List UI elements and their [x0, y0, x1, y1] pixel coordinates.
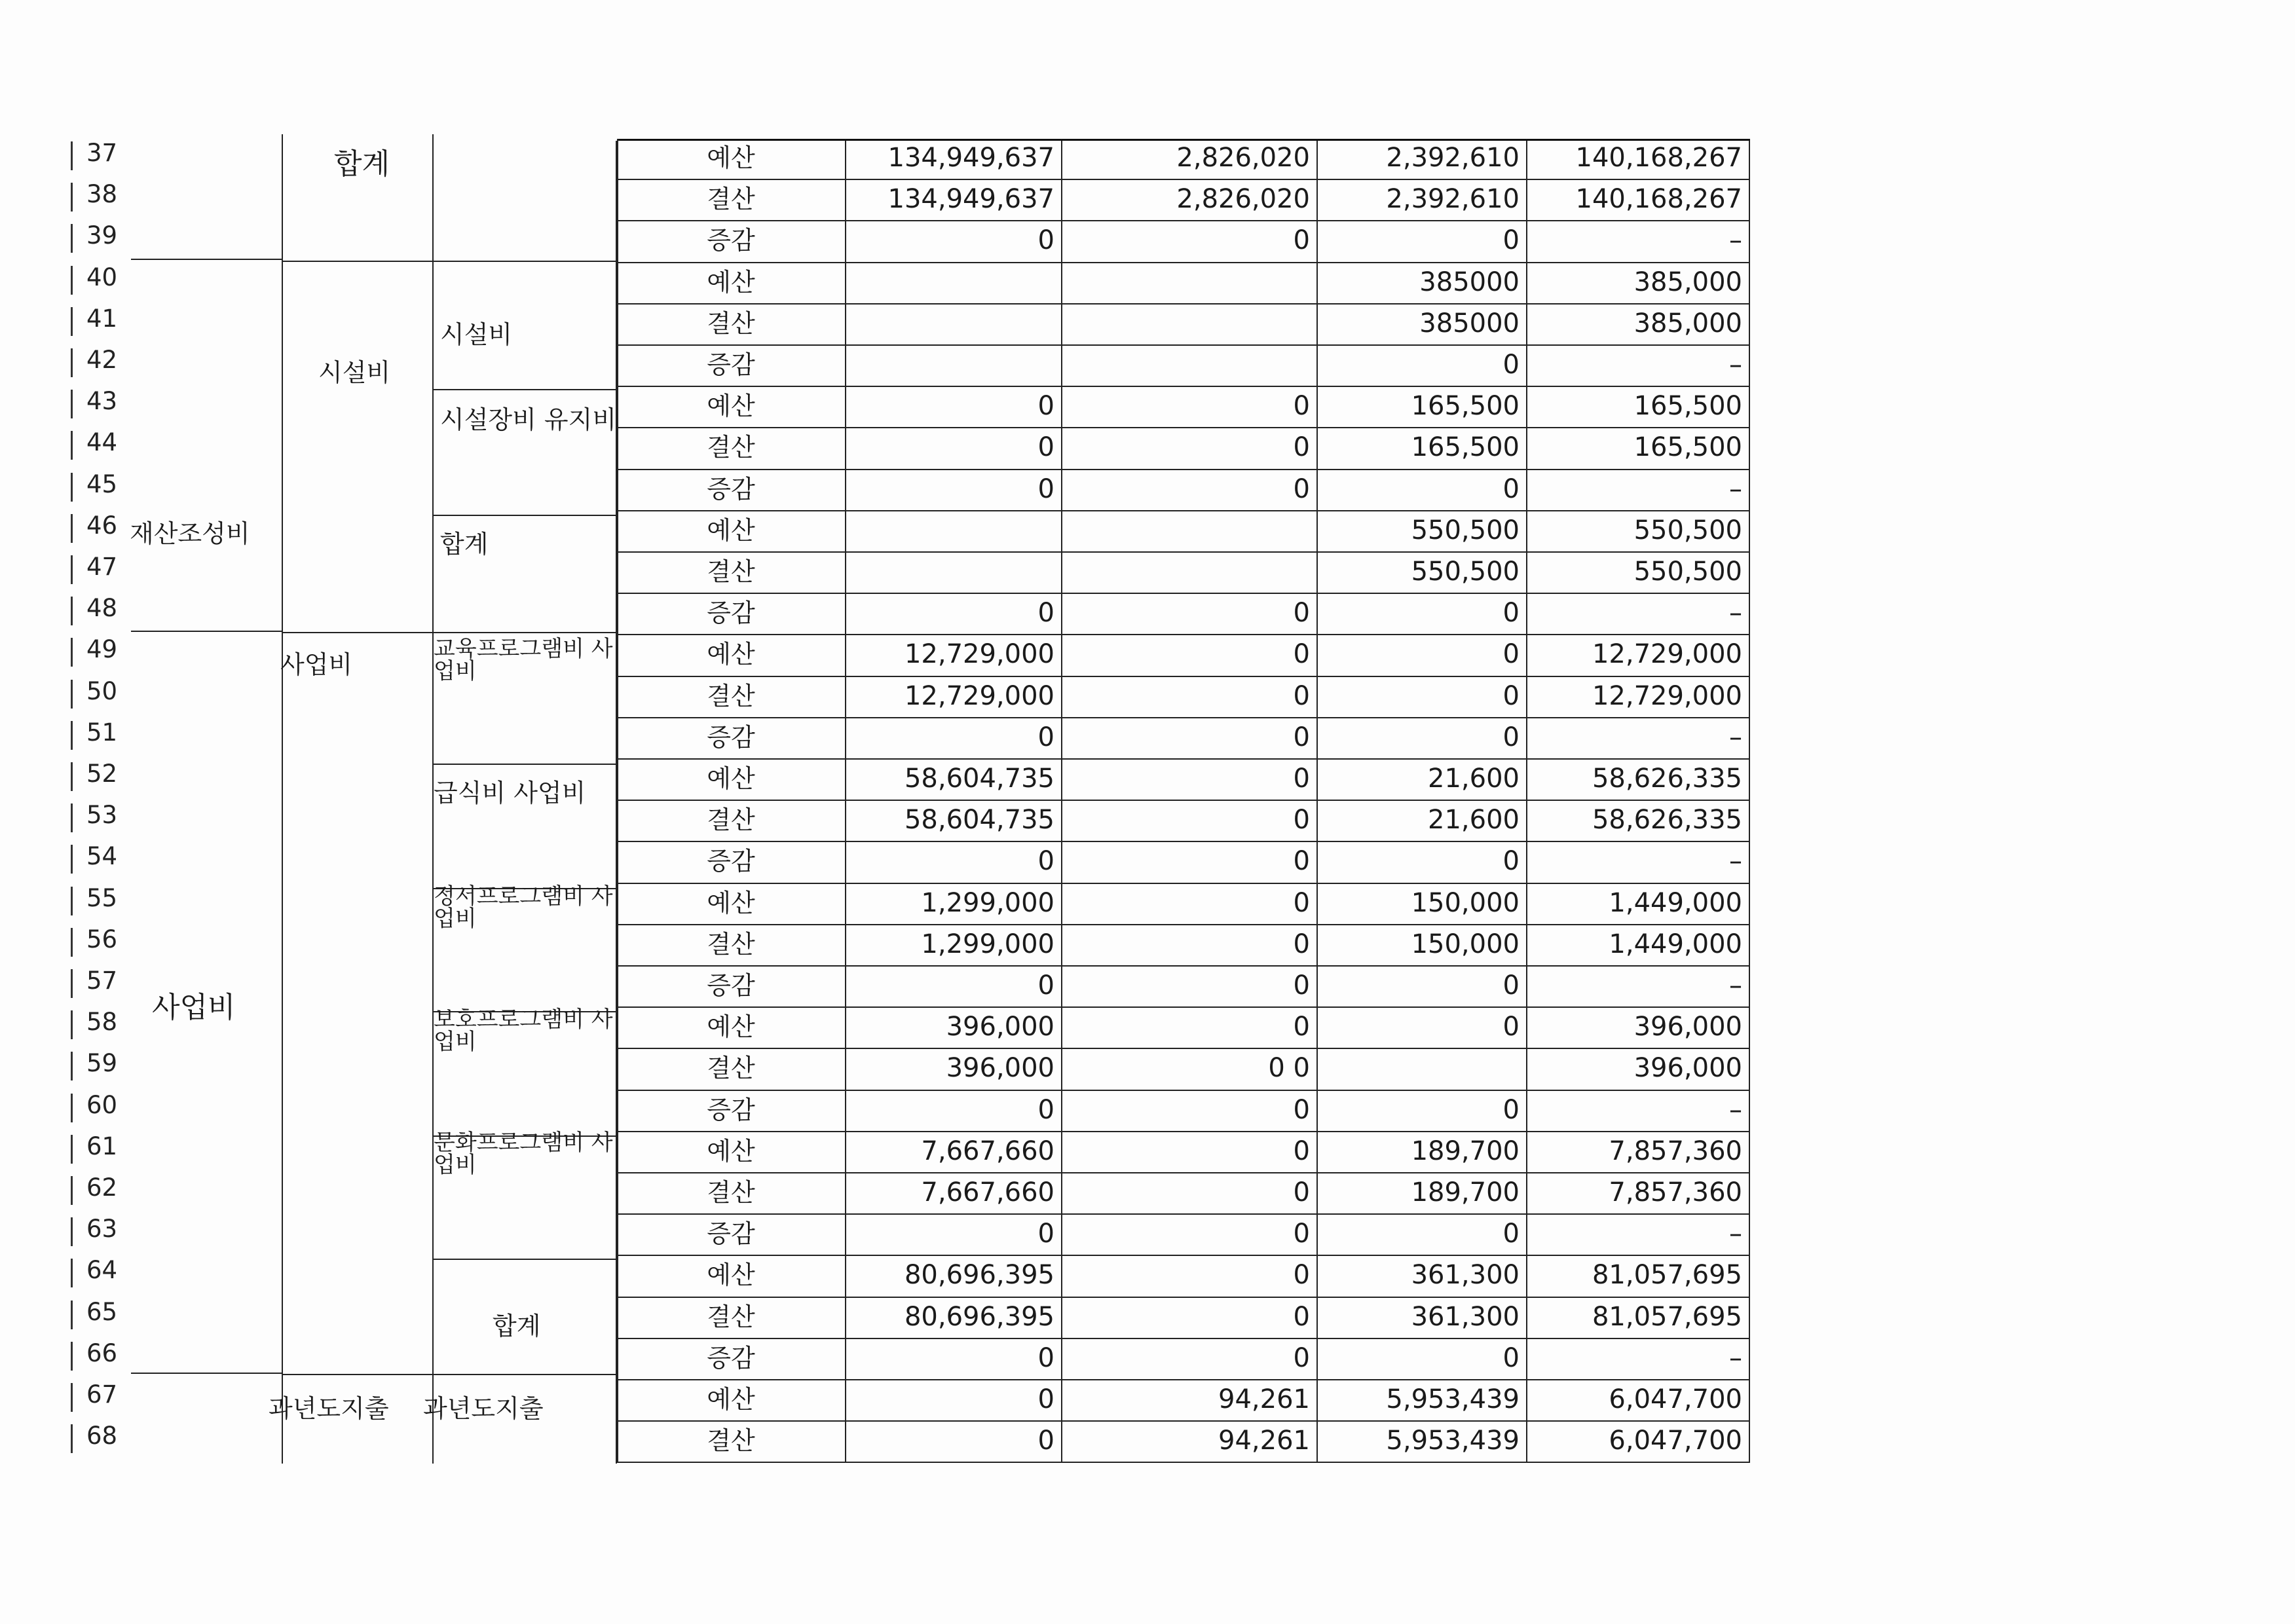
- value-cell: 0: [1318, 470, 1527, 511]
- value-cell: 0: [1062, 1215, 1318, 1256]
- row-type-cell: 증감: [617, 1091, 846, 1132]
- value-cell: –: [1527, 967, 1750, 1008]
- value-cell: 7,857,360: [1527, 1173, 1750, 1215]
- value-cell: 1,449,000: [1527, 925, 1750, 967]
- row-number: 42: [86, 346, 118, 374]
- value-cell: 385,000: [1527, 304, 1750, 346]
- row-tick: [71, 348, 73, 377]
- value-cell: 0: [846, 387, 1062, 428]
- value-cell: 0: [1062, 760, 1318, 801]
- value-cell: 0: [1318, 1339, 1527, 1380]
- value-cell: 0: [846, 718, 1062, 760]
- row-tick: [71, 969, 73, 998]
- row-tick: [71, 1259, 73, 1287]
- subcategory-label: 사업비: [280, 650, 353, 679]
- row-type-cell: 결산: [617, 180, 846, 221]
- value-cell: 0: [1062, 221, 1318, 263]
- value-cell: 0: [1062, 1339, 1318, 1380]
- row-tick: [71, 266, 73, 295]
- item-label: 정서프로그램비 사업비: [434, 883, 613, 932]
- row-type-cell: 증감: [617, 470, 846, 511]
- value-cell: 0: [1062, 925, 1318, 967]
- item-label: 급식비 사업비: [434, 779, 586, 807]
- value-cell: 2,392,610: [1318, 180, 1527, 221]
- value-cell: 1,299,000: [846, 925, 1062, 967]
- row-number: 59: [86, 1049, 118, 1078]
- divider: [131, 259, 282, 260]
- row-type-cell: 증감: [617, 1215, 846, 1256]
- row-number: 58: [86, 1008, 118, 1037]
- row-tick: [71, 431, 73, 460]
- row-tick: [71, 307, 73, 336]
- value-cell: 150,000: [1318, 884, 1527, 925]
- row-number: 54: [86, 842, 118, 871]
- value-cell: 0: [1062, 470, 1318, 511]
- row-number: 57: [86, 967, 118, 995]
- row-number: 62: [86, 1173, 118, 1202]
- row-tick: [71, 638, 73, 667]
- value-cell: 94,261: [1062, 1422, 1318, 1463]
- value-cell: 81,057,695: [1527, 1298, 1750, 1339]
- value-cell: 0: [1062, 1173, 1318, 1215]
- divider: [282, 632, 616, 633]
- row-tick: [71, 887, 73, 915]
- row-tick: [71, 224, 73, 253]
- value-cell: –: [1527, 842, 1750, 883]
- row-tick: [71, 928, 73, 957]
- row-type-cell: 증감: [617, 1339, 846, 1380]
- value-cell: 0: [1318, 594, 1527, 635]
- value-cell: 0: [1062, 677, 1318, 718]
- value-cell: 58,626,335: [1527, 760, 1750, 801]
- value-cell: 385000: [1318, 304, 1527, 346]
- value-cell: [846, 263, 1062, 304]
- value-cell: 2,826,020: [1062, 180, 1318, 221]
- value-cell: 0: [846, 842, 1062, 883]
- row-number: 66: [86, 1338, 118, 1367]
- value-cell: 7,667,660: [846, 1132, 1062, 1173]
- row-type-cell: 증감: [617, 346, 846, 387]
- value-cell: 385,000: [1527, 263, 1750, 304]
- value-cell: 58,604,735: [846, 801, 1062, 842]
- row-number: 56: [86, 925, 118, 953]
- value-cell: 0: [1318, 1215, 1527, 1256]
- item-label: 시설비: [440, 320, 513, 349]
- value-cell: 134,949,637: [846, 180, 1062, 221]
- value-cell: 0: [1062, 967, 1318, 1008]
- row-tick: [71, 390, 73, 418]
- value-cell: 396,000: [846, 1049, 1062, 1090]
- value-cell: 0: [1062, 635, 1318, 676]
- row-type-cell: 예산: [617, 760, 846, 801]
- value-cell: 0: [1062, 1091, 1318, 1132]
- row-tick: [71, 1424, 73, 1453]
- value-cell: 0: [1318, 635, 1527, 676]
- row-tick: [71, 1052, 73, 1080]
- value-cell: 0: [1062, 718, 1318, 760]
- item-label: 합계: [493, 1312, 541, 1340]
- value-cell: 0: [1062, 884, 1318, 925]
- value-cell: 12,729,000: [846, 677, 1062, 718]
- row-tick: [71, 721, 73, 750]
- value-cell: 361,300: [1318, 1298, 1527, 1339]
- row-number: 38: [86, 180, 118, 209]
- row-tick: [71, 1301, 73, 1329]
- row-type-cell: 결산: [617, 428, 846, 470]
- value-cell: 5,953,439: [1318, 1422, 1527, 1463]
- row-type-cell: 결산: [617, 1298, 846, 1339]
- value-cell: [1062, 304, 1318, 346]
- divider: [432, 1259, 616, 1260]
- row-type-cell: 증감: [617, 967, 846, 1008]
- value-cell: 0: [1062, 594, 1318, 635]
- row-tick: [71, 1217, 73, 1246]
- value-cell: 0: [1318, 1091, 1527, 1132]
- value-cell: 150,000: [1318, 925, 1527, 967]
- value-cell: 0: [846, 221, 1062, 263]
- row-type-cell: 예산: [617, 884, 846, 925]
- divider: [432, 764, 616, 765]
- value-cell: 80,696,395: [846, 1298, 1062, 1339]
- divider: [432, 515, 616, 516]
- value-cell: 165,500: [1318, 428, 1527, 470]
- row-type-cell: 결산: [617, 677, 846, 718]
- item-label: 과년도지출: [423, 1394, 544, 1423]
- value-cell: 0: [1318, 842, 1527, 883]
- value-cell: 0: [846, 594, 1062, 635]
- row-type-cell: 결산: [617, 1173, 846, 1215]
- value-cell: 58,626,335: [1527, 801, 1750, 842]
- value-cell: 385000: [1318, 263, 1527, 304]
- row-tick: [71, 1010, 73, 1039]
- row-number: 67: [86, 1380, 118, 1409]
- subcategory-label: 합계: [334, 147, 390, 181]
- row-number: 55: [86, 883, 118, 912]
- value-cell: 0: [1062, 1256, 1318, 1297]
- row-number: 39: [86, 221, 118, 250]
- value-cell: [846, 304, 1062, 346]
- value-cell: 0: [1062, 801, 1318, 842]
- value-cell: 550,500: [1527, 553, 1750, 594]
- row-number: 45: [86, 470, 118, 498]
- value-cell: 0: [1318, 221, 1527, 263]
- value-cell: 0: [1062, 842, 1318, 883]
- value-cell: 165,500: [1527, 428, 1750, 470]
- value-cell: 6,047,700: [1527, 1380, 1750, 1422]
- row-number: 44: [86, 428, 118, 457]
- value-cell: 550,500: [1527, 511, 1750, 553]
- value-cell: [1062, 511, 1318, 553]
- row-type-cell: 예산: [617, 1008, 846, 1049]
- value-cell: 58,604,735: [846, 760, 1062, 801]
- value-cell: 361,300: [1318, 1256, 1527, 1297]
- table-left-border: [617, 139, 618, 1463]
- value-cell: –: [1527, 346, 1750, 387]
- row-type-cell: 결산: [617, 304, 846, 346]
- row-type-cell: 예산: [617, 1132, 846, 1173]
- value-cell: 12,729,000: [1527, 677, 1750, 718]
- row-number: 49: [86, 635, 118, 664]
- value-cell: 0: [1318, 677, 1527, 718]
- value-cell: 550,500: [1318, 553, 1527, 594]
- row-type-cell: 결산: [617, 553, 846, 594]
- value-cell: 6,047,700: [1527, 1422, 1750, 1463]
- item-label: 시설장비 유지비: [440, 405, 617, 434]
- divider: [131, 1373, 282, 1374]
- value-cell: 1,299,000: [846, 884, 1062, 925]
- value-cell: 0: [846, 967, 1062, 1008]
- table-top-border: [617, 139, 1750, 141]
- value-cell: 21,600: [1318, 801, 1527, 842]
- value-cell: [1318, 1049, 1527, 1090]
- row-number: 51: [86, 718, 118, 747]
- row-type-cell: 증감: [617, 221, 846, 263]
- row-type-cell: 예산: [617, 1380, 846, 1422]
- subcategory-label: 시설비: [318, 358, 391, 387]
- row-tick: [71, 803, 73, 832]
- value-cell: 2,392,610: [1318, 139, 1527, 180]
- row-tick: [71, 1342, 73, 1371]
- value-cell: 80,696,395: [846, 1256, 1062, 1297]
- row-tick: [71, 1135, 73, 1164]
- row-tick: [71, 1176, 73, 1205]
- value-cell: 94,261: [1062, 1380, 1318, 1422]
- row-type-cell: 예산: [617, 139, 846, 180]
- row-number: 48: [86, 594, 118, 623]
- divider: [131, 631, 282, 632]
- row-number: 40: [86, 263, 118, 291]
- value-cell: –: [1527, 1091, 1750, 1132]
- row-type-cell: 예산: [617, 635, 846, 676]
- value-cell: 140,168,267: [1527, 139, 1750, 180]
- row-tick: [71, 555, 73, 584]
- item-label: 문화프로그램비 사업비: [434, 1130, 613, 1178]
- value-cell: 0 0: [1062, 1049, 1318, 1090]
- row-type-cell: 예산: [617, 263, 846, 304]
- value-cell: 396,000: [1527, 1008, 1750, 1049]
- item-label: 합계: [440, 530, 489, 559]
- row-tick: [71, 762, 73, 791]
- value-cell: –: [1527, 221, 1750, 263]
- row-type-cell: 증감: [617, 594, 846, 635]
- category-label: 사업비: [152, 991, 236, 1024]
- row-number: 53: [86, 801, 118, 830]
- value-cell: 7,667,660: [846, 1173, 1062, 1215]
- row-number: 50: [86, 676, 118, 705]
- row-number: 61: [86, 1132, 118, 1160]
- divider: [432, 389, 616, 390]
- value-cell: 2,826,020: [1062, 139, 1318, 180]
- value-cell: 21,600: [1318, 760, 1527, 801]
- row-type-cell: 증감: [617, 842, 846, 883]
- value-cell: 1,449,000: [1527, 884, 1750, 925]
- row-number: 60: [86, 1090, 118, 1119]
- value-cell: 0: [1318, 1008, 1527, 1049]
- value-cell: 0: [846, 470, 1062, 511]
- value-cell: 0: [1318, 718, 1527, 760]
- value-cell: [846, 511, 1062, 553]
- value-cell: [1062, 263, 1318, 304]
- divider: [282, 134, 283, 1464]
- row-tick: [71, 514, 73, 543]
- row-tick: [71, 680, 73, 709]
- value-cell: 0: [846, 1091, 1062, 1132]
- row-number: 68: [86, 1422, 118, 1450]
- item-label: 교육프로그램비 사업비: [434, 636, 613, 684]
- row-tick: [71, 845, 73, 874]
- row-tick: [71, 141, 73, 170]
- value-cell: 396,000: [846, 1008, 1062, 1049]
- value-cell: –: [1527, 594, 1750, 635]
- value-cell: –: [1527, 1215, 1750, 1256]
- value-cell: 81,057,695: [1527, 1256, 1750, 1297]
- value-cell: 12,729,000: [846, 635, 1062, 676]
- value-cell: [846, 346, 1062, 387]
- value-cell: 5,953,439: [1318, 1380, 1527, 1422]
- value-cell: [846, 553, 1062, 594]
- row-number: 52: [86, 760, 118, 788]
- value-cell: 0: [1062, 428, 1318, 470]
- value-cell: 0: [1062, 387, 1318, 428]
- value-cell: 189,700: [1318, 1173, 1527, 1215]
- row-type-cell: 예산: [617, 1256, 846, 1297]
- value-cell: 0: [1062, 1132, 1318, 1173]
- value-cell: 7,857,360: [1527, 1132, 1750, 1173]
- row-type-cell: 증감: [617, 718, 846, 760]
- row-number: 64: [86, 1256, 118, 1285]
- value-cell: 165,500: [1318, 387, 1527, 428]
- value-cell: 0: [846, 428, 1062, 470]
- row-tick: [71, 1383, 73, 1412]
- row-number: 37: [86, 139, 118, 167]
- row-type-cell: 결산: [617, 925, 846, 967]
- value-cell: 0: [1318, 967, 1527, 1008]
- row-type-cell: 예산: [617, 387, 846, 428]
- value-cell: 0: [1062, 1008, 1318, 1049]
- row-type-cell: 결산: [617, 1049, 846, 1090]
- value-cell: 550,500: [1318, 511, 1527, 553]
- value-cell: 0: [846, 1339, 1062, 1380]
- value-cell: 0: [846, 1422, 1062, 1463]
- row-number: 63: [86, 1215, 118, 1244]
- row-type-cell: 예산: [617, 511, 846, 553]
- value-cell: 0: [846, 1215, 1062, 1256]
- value-cell: 0: [1062, 1298, 1318, 1339]
- row-number: 47: [86, 553, 118, 581]
- value-cell: 134,949,637: [846, 139, 1062, 180]
- row-tick: [71, 473, 73, 502]
- row-tick: [71, 183, 73, 212]
- value-cell: [1062, 346, 1318, 387]
- row-tick: [71, 1094, 73, 1122]
- value-cell: 12,729,000: [1527, 635, 1750, 676]
- row-number: 65: [86, 1297, 118, 1326]
- value-cell: 189,700: [1318, 1132, 1527, 1173]
- value-cell: 140,168,267: [1527, 180, 1750, 221]
- row-number: 41: [86, 304, 118, 333]
- item-label: 보호프로그램비 사업비: [434, 1006, 613, 1055]
- value-cell: 0: [1318, 346, 1527, 387]
- row-tick: [71, 597, 73, 625]
- value-cell: [1062, 553, 1318, 594]
- row-number: 43: [86, 387, 118, 416]
- value-cell: –: [1527, 470, 1750, 511]
- row-number: 46: [86, 511, 118, 540]
- row-type-cell: 결산: [617, 1422, 846, 1463]
- row-type-cell: 결산: [617, 801, 846, 842]
- divider: [282, 1374, 616, 1375]
- value-cell: 0: [846, 1380, 1062, 1422]
- value-cell: –: [1527, 1339, 1750, 1380]
- value-cell: 396,000: [1527, 1049, 1750, 1090]
- value-cell: 165,500: [1527, 387, 1750, 428]
- value-cell: –: [1527, 718, 1750, 760]
- subcategory-label: 과년도지출: [269, 1394, 389, 1423]
- category-label: 재산조성비: [130, 519, 250, 548]
- divider: [282, 261, 616, 262]
